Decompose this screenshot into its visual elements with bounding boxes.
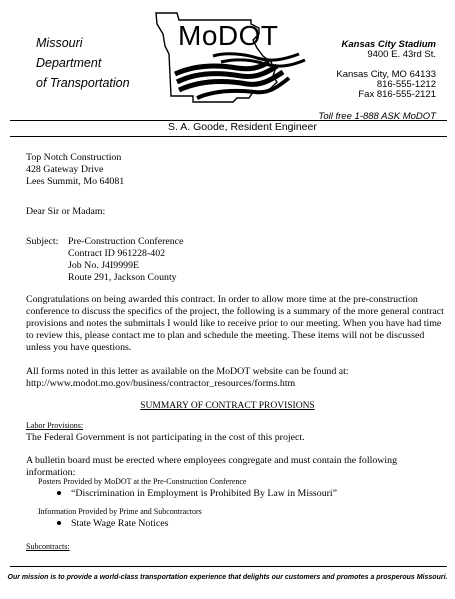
bullet-icon [57,521,61,525]
paragraph-line: Congratulations on being awarded this contract. In order to allow more time at the pre-construction [26,294,418,305]
agency-line: of Transportation [36,76,130,90]
modot-posters-heading: Posters Provided by MoDOT at the Pre-Construction Conference [38,477,247,486]
office-name: Kansas City Stadium [341,39,436,50]
recipient-address [26,152,446,188]
recipient-line: 428 Gateway Drive [26,164,104,175]
federal-participation-statement: The Federal Government is not participating in the cost of this project. [26,432,305,443]
forms-paragraph [26,366,446,390]
subject-label: Subject: [26,236,59,247]
header-divider [10,136,447,137]
list-item-text: “Discrimination in Employment is Prohibited By Law in Missouri” [71,488,338,499]
recipient-line: Lees Summit, Mo 64081 [26,176,125,187]
subject-line: Job No. J4I9999E [68,260,140,271]
paragraph-line: provisions and notes the submittals I would like to receive prior to our meeting. When you have had time [26,318,442,329]
intro-paragraph [26,294,446,354]
summary-title [0,401,455,411]
paragraph-line: unless you have questions. [26,342,132,353]
summary-title-text: SUMMARY OF CONTRACT PROVISIONS [140,401,315,411]
subcontracts-heading: Subcontracts: [26,542,70,551]
subject-line: Route 291, Jackson County [68,272,177,283]
footer-divider [10,566,447,567]
agency-name [36,33,130,93]
paragraph-line: All forms noted in this letter as available on the MoDOT website can be found at: [26,366,349,377]
salutation: Dear Sir or Madam: [26,206,106,217]
forms-url: http://www.modot.mo.gov/business/contractor_resources/forms.htm [26,378,296,389]
bullet-icon [57,491,61,495]
modot-logo-text: MoDOT [178,20,279,51]
fax-number: Fax 816-555-2121 [358,89,436,100]
bulletin-board-statement: A bulletin board must be erected where employees congregate and must contain the following information: [26,455,398,478]
paragraph-line: to review this, please contact me to plan and schedule the meeting. These items will not be discussed [26,330,425,341]
resident-engineer: S. A. Goode, Resident Engineer [168,121,317,133]
list-item-text: State Wage Rate Notices [71,518,169,529]
subject-line: Contract ID 961228-402 [68,248,166,259]
list-item [57,518,168,529]
agency-line: Department [36,56,102,70]
prime-info-heading: Information Provided by Prime and Subcontractors [38,507,202,516]
phone-number: 816-555-1212 [376,79,436,90]
office-address [336,40,436,100]
address-line: Kansas City, MO 64133 [336,69,436,80]
paragraph-line: conference to discuss the specifics of the project, the following is a summary of the more general contract [26,306,444,317]
recipient-line: Top Notch Construction [26,152,122,163]
mission-statement: Our mission is to provide a world-class transportation experience that delights our customers and promotes a prosperous Missouri. [7,574,448,581]
toll-free-number: Toll free 1-888 ASK MoDOT [318,111,436,122]
address-line: 9400 E. 43rd St. [367,49,436,60]
labor-provisions-heading: Labor Provisions: [26,421,84,430]
agency-line: Missouri [36,36,83,50]
list-item [57,488,337,499]
subject-line: Pre-Construction Conference [68,236,184,247]
subject-block [68,236,183,284]
